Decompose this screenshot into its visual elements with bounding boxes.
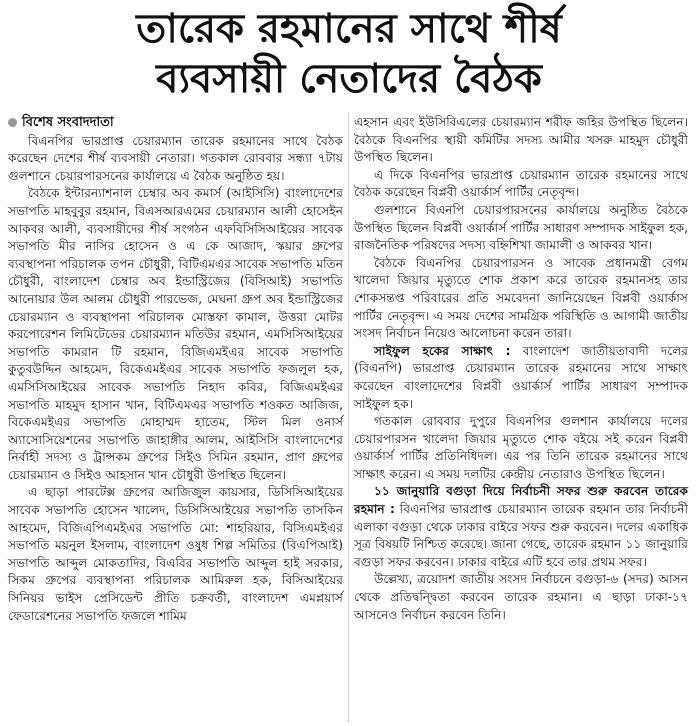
headline-line-1: তারেক রহমানের সাথে শীর্ষ — [136, 6, 562, 52]
paragraph-continuation: এহসান এবং ইউসিবিএলের চেয়ারম্যান শরীফ জহির উপস্থিত ছিলেন। বৈঠকে বিএনপির স্থায়ী কমিটির সদস্য আমীর খসরু মাহমুদ চৌধুরী উপস্থিত ছিলেন। — [354, 115, 688, 165]
paragraph: গতকাল রোববার দুপুরে বিএনপির গুলশান কার্যালয়ে দলের চেয়ারপারসন খালেদা জিয়ার মৃত্যুতে শোক বইয়ে সই করেন বিপ্লবী ওয়ার্কার্স পার্টির প্রতিনিধিদল। এর পর তিনি তারেক রহমানের সাথে সাক্ষাৎ করেন। এ সময় দলটির কেন্দ্রীয় নেতারাও উপস্থিত ছিলেন। — [354, 414, 688, 481]
section-text: বাংলাদেশ জাতীয়তাবাদী দলের (বিএনপি) ভারপ্রাপ্ত চেয়ারম্যান তারেক রহমানের সাথে সাক্ষাৎ করেছেন বাংলাদেশের বিপ্লবী ওয়ার্কার্স পার্টির সাধারণ সম্পাদক সাইফুল হক। — [354, 343, 689, 411]
byline-text: বিশেষ সংবাদদাতা — [22, 115, 114, 130]
column-divider — [348, 112, 349, 722]
headline — [0, 4, 698, 104]
right-column — [354, 114, 688, 624]
headline-line-2: ব্যবসায়ী নেতাদের বৈঠক — [156, 56, 542, 102]
paragraph: এ ছাড়া পারটেক্স গ্রুপের আজিজুল কায়সার, ডিসিসিআইয়ের সাবেক সভাপতি হোসেন খালেদ, ডিসিসিআইয়ের সভাপতি তাসকিন আহমেদ, বিজিএপিএমইএর সভাপতি মো: শাহরিয়ার, বিসিএমইএর সভাপতি ময়নুল ইসলাম, বাংলাদেশ ওষুধ শিল্প সমিতির (বিএপিআই) সভাপতি আব্দুল মোকতাদির, বিএবির সভাপতি আব্দুল হাই সরকার, সিকম গ্রুপের ব্যবস্থাপনা পরিচালক আমিরুল হক, বিসিআইয়ের সিনিয়র ভাইস প্রেসিডেন্ট প্রীতি চক্রবর্তী, বাংলাদেশ এমপ্লয়ার্স ফেডারেশনের সভাপতি ফজলে শামিম — [8, 485, 343, 623]
paragraph: এ দিকে বিএনপির ভারপ্রাপ্ত চেয়ারম্যান তারেক রহমানের সাথে বৈঠক করেছেন বিপ্লবী ওয়ার্কার্স পার্টির নেতৃবৃন্দ। — [354, 167, 688, 200]
bullet-icon — [8, 118, 17, 127]
subheading: ১১ জানুয়ারি বগুড়া দিয়ে নির্বাচনী সফর শুরু করবেন তারেক রহমান : — [354, 484, 688, 517]
section-paragraph — [354, 483, 688, 571]
paragraph: বৈঠকে ইন্টারন্যাশনাল চেম্বার অব কমার্স (আইসিসি) বাংলাদেশের সভাপতি মাহবুবুর রহমান, বিএসআরএমের চেয়ারম্যান আলী হোসেইন আকবর আলী, ব্যবসায়ীদের শীর্ষ সংগঠন এফবিসিসিআইয়ের সাবেক সভাপতি মীর নাসির হোসেন ও এ কে আজাদ, স্কয়ার গ্রুপের ব্যবস্থাপনা পরিচালক তপন চৌধুরী, বিটিএমএর সাবেক সভাপতি মতিন চৌধুরী, বাংলাদেশ চেম্বার অব ইন্ডাস্ট্রিজের (বিসিআই) সভাপতি আনোয়ার উল আলম চৌধুরী পারভেজ, মেঘনা গ্রুপ অব ইন্ডাস্ট্রিজের চেয়ারম্যান ও ব্যবস্থাপনা পরিচালক মোস্তফা কামাল, উত্তরা মোটর করপোরেশন লিমিটেডের চেয়ারম্যান মতিউর রহমান, এমসিসিআইয়ের সভাপতি কামরান টি রহমান, বিজিএমইএর সাবেক সভাপতি কুতুবউদ্দিন আহমেদ, বিকেএমইএর সাবেক সভাপতি ফজলুল হক, এমসিসিআইয়ের সাবেক সভাপতি নিহাদ কবির, বিজিএমইএর সভাপতি মাহমুদ হাসান খান, বিটিএমএর সভাপতি শওকত আজিজ, বিকেএমইএর সভাপতি মোহাম্মদ হাতেম, স্টিল মিল ওনার্স অ্যাসোসিয়েশনের সভাপতি জাহাঙ্গীর আলম, আইসিসি বাংলাদেশের নির্বাহী সদস্য ও ট্রান্সকম গ্রুপের সিইও সিমিন রহমান, প্রাণ গ্রুপের চেয়ারম্যান ও সিইও আহসান খান চৌধুরী উপস্থিত ছিলেন। — [8, 186, 343, 482]
subheading: সাইফুল হকের সাক্ষাৎ : — [374, 343, 511, 358]
section-paragraph — [354, 343, 688, 413]
byline — [8, 114, 343, 132]
paragraph: বৈঠকে বিএনপির চেয়ারপারসন ও সাবেক প্রধানমন্ত্রী বেগম খালেদা জিয়ার মৃত্যুতে শোক প্রকাশ করে তারেক রহমানসহ তার শোকসন্তপ্ত পরিবারের প্রতি সমবেদনা জানিয়েছেন বিপ্লবী ওয়ার্কাস পার্টির নেতৃবৃন্দ। এ সময় দেশের সামগ্রিক পরিস্থিতি ও আগামী জাতীয় সংসদ নির্বাচন নিয়েও আলোচনা করেন তারা। — [354, 255, 688, 341]
section-text: বিএনপির ভারপ্রাপ্ত চেয়ারম্যান তারেক রহমান তার নির্বাচনী এলাকা বগুড়া থেকে ঢাকার বাইরে সফর শুরু করবেন। দলের একাধিক সূত্র বিষয়টি নিশ্চিত করেছে। জানা গেছে, তারেক রহমান ১১ জানুয়ারি বগুড়া সফর করবেন। ঢাকার বাইরে এটি হবে তার প্রথম সফর। — [354, 502, 689, 569]
paragraph: গুলশানে বিএনপি চেয়ারপারসনের কার্যালয়ে অনুষ্ঠিত বৈঠকে উপস্থিত ছিলেন বিপ্লবী ওয়ার্কার্স পার্টির সাধারণ সম্পাদক সাইফুল হক, রাজনৈতিক পরিষদের সদস্য বহ্নিশিখা জামালী ও আকবর খান। — [354, 202, 688, 253]
paragraph: উল্লেখ্য, ত্রয়োদশ জাতীয় সংসদ নির্বাচনে বগুড়া-৬ (সদর) আসন থেকে প্রতিদ্বন্দ্বিতা করবেন তারেক রহমান। এ ছাড়া ঢাকা-১৭ আসনেও নির্বাচন করবেন তিনি। — [354, 572, 688, 622]
paragraph: বিএনপির ভারপ্রাপ্ত চেয়ারম্যান তারেক রহমানের সাথে বৈঠক করেছেন দেশের শীর্ষ ব্যবসায়ী নেতারা। গতকাল রোববার সন্ধ্যা ৭টায় গুলশানে চেয়ারপারসনের কার্যালয়ে এ বৈঠক অনুষ্ঠিত হয়। — [8, 133, 343, 183]
left-column — [8, 114, 343, 625]
